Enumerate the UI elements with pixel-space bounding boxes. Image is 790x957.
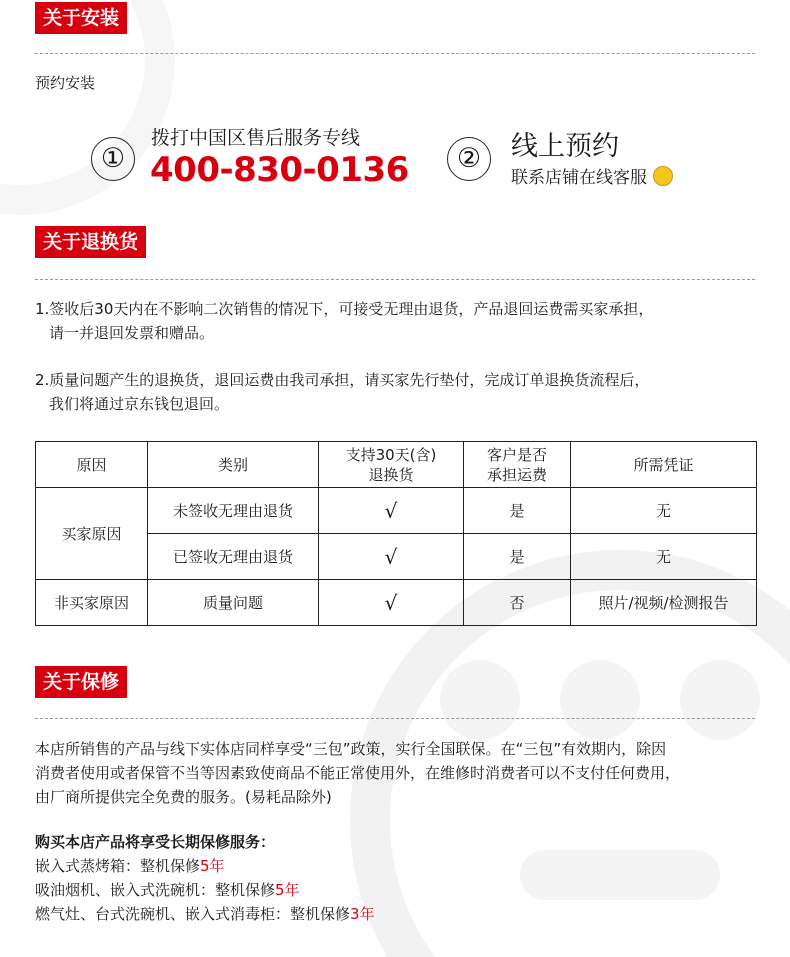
check-icon: √ [319, 534, 464, 580]
list-item-years: 5年 [275, 881, 300, 899]
online-service-line[interactable] [511, 163, 673, 188]
warranty-paragraph [35, 737, 680, 809]
table-header [319, 442, 464, 488]
table-header-line: 支持30天(含) [345, 445, 437, 464]
hotline-title: 拨打中国区售后服务专线 [151, 127, 361, 149]
warranty-line: 由厂商所提供完全免费的服务。(易耗品除外) [35, 788, 332, 806]
table-cell-proof: 无 [571, 534, 757, 580]
warranty-line: 本店所销售的产品与线下实体店同样享受“三包”政策，实行全国联保。在“三包”有效期内，除因 [35, 740, 667, 758]
check-icon: √ [319, 488, 464, 534]
table-header-line: 退换货 [368, 465, 414, 484]
table-cell-pay: 否 [464, 580, 571, 626]
table-cell-reason: 非买家原因 [36, 580, 148, 626]
table-header-line: 承担运费 [486, 465, 547, 484]
table-header: 所需凭证 [571, 442, 757, 488]
divider [35, 279, 755, 280]
long-warranty-title: 购买本店产品将享受长期保修服务： [35, 833, 276, 851]
table-cell-category: 已签收无理由退货 [148, 534, 319, 580]
divider [35, 718, 755, 719]
table-header [464, 442, 571, 488]
table-header-row [36, 442, 757, 488]
table-header: 类别 [148, 442, 319, 488]
returns-item-2-line2: 我们将通过京东钱包退回。 [49, 395, 230, 413]
section-tag-warranty: 关于保修 [35, 666, 127, 698]
section-tag-install: 关于安装 [35, 2, 127, 34]
table-cell-pay: 是 [464, 534, 571, 580]
table-row [36, 488, 757, 534]
table-cell-reason: 买家原因 [36, 488, 148, 580]
table-cell-proof: 照片/视频/检测报告 [571, 580, 757, 626]
list-item-years: 5年 [200, 857, 225, 875]
returns-table [35, 441, 757, 626]
hotline-number[interactable]: 400-830-0136 [150, 150, 409, 190]
table-cell-category: 未签收无理由退货 [148, 488, 319, 534]
check-icon: √ [319, 580, 464, 626]
step-1-icon: ① [91, 137, 135, 181]
list-item-label: 嵌入式蒸烤箱：整机保修 [35, 857, 201, 875]
list-item [35, 878, 375, 902]
online-booking-title: 线上预约 [511, 131, 619, 162]
returns-item-2-line1: 2.质量问题产生的退换货，退回运费由我司承担，请买家先行垫付，完成订单退换货流程后， [35, 371, 650, 389]
chat-icon[interactable] [653, 166, 673, 186]
returns-item-2 [35, 368, 649, 416]
warranty-list [35, 854, 375, 926]
table-cell-pay: 是 [464, 488, 571, 534]
divider [35, 53, 755, 54]
table-header-line: 客户是否 [486, 445, 547, 464]
install-subtitle: 预约安装 [35, 74, 96, 92]
list-item-label: 燃气灶、台式洗碗机、嵌入式消毒柜：整机保修 [35, 905, 351, 923]
list-item [35, 902, 375, 926]
step-2-icon: ② [447, 137, 491, 181]
table-row [36, 580, 757, 626]
table-cell-proof: 无 [571, 488, 757, 534]
list-item [35, 854, 375, 878]
list-item-label: 吸油烟机、嵌入式洗碗机：整机保修 [35, 881, 276, 899]
returns-item-1 [35, 297, 653, 345]
list-item-years: 3年 [350, 905, 375, 923]
table-cell-category: 质量问题 [148, 580, 319, 626]
online-service-label: 联系店铺在线客服 [511, 168, 647, 188]
warranty-line: 消费者使用或者保管不当等因素致使商品不能正常使用外，在维修时消费者可以不支付任何费用， [35, 764, 681, 782]
returns-item-1-line2: 请一并退回发票和赠品。 [49, 324, 215, 342]
table-header: 原因 [36, 442, 148, 488]
returns-item-1-line1: 1.签收后30天内在不影响二次销售的情况下，可接受无理由退货，产品退回运费需买家承担， [35, 300, 654, 318]
section-tag-returns: 关于退换货 [35, 226, 146, 258]
